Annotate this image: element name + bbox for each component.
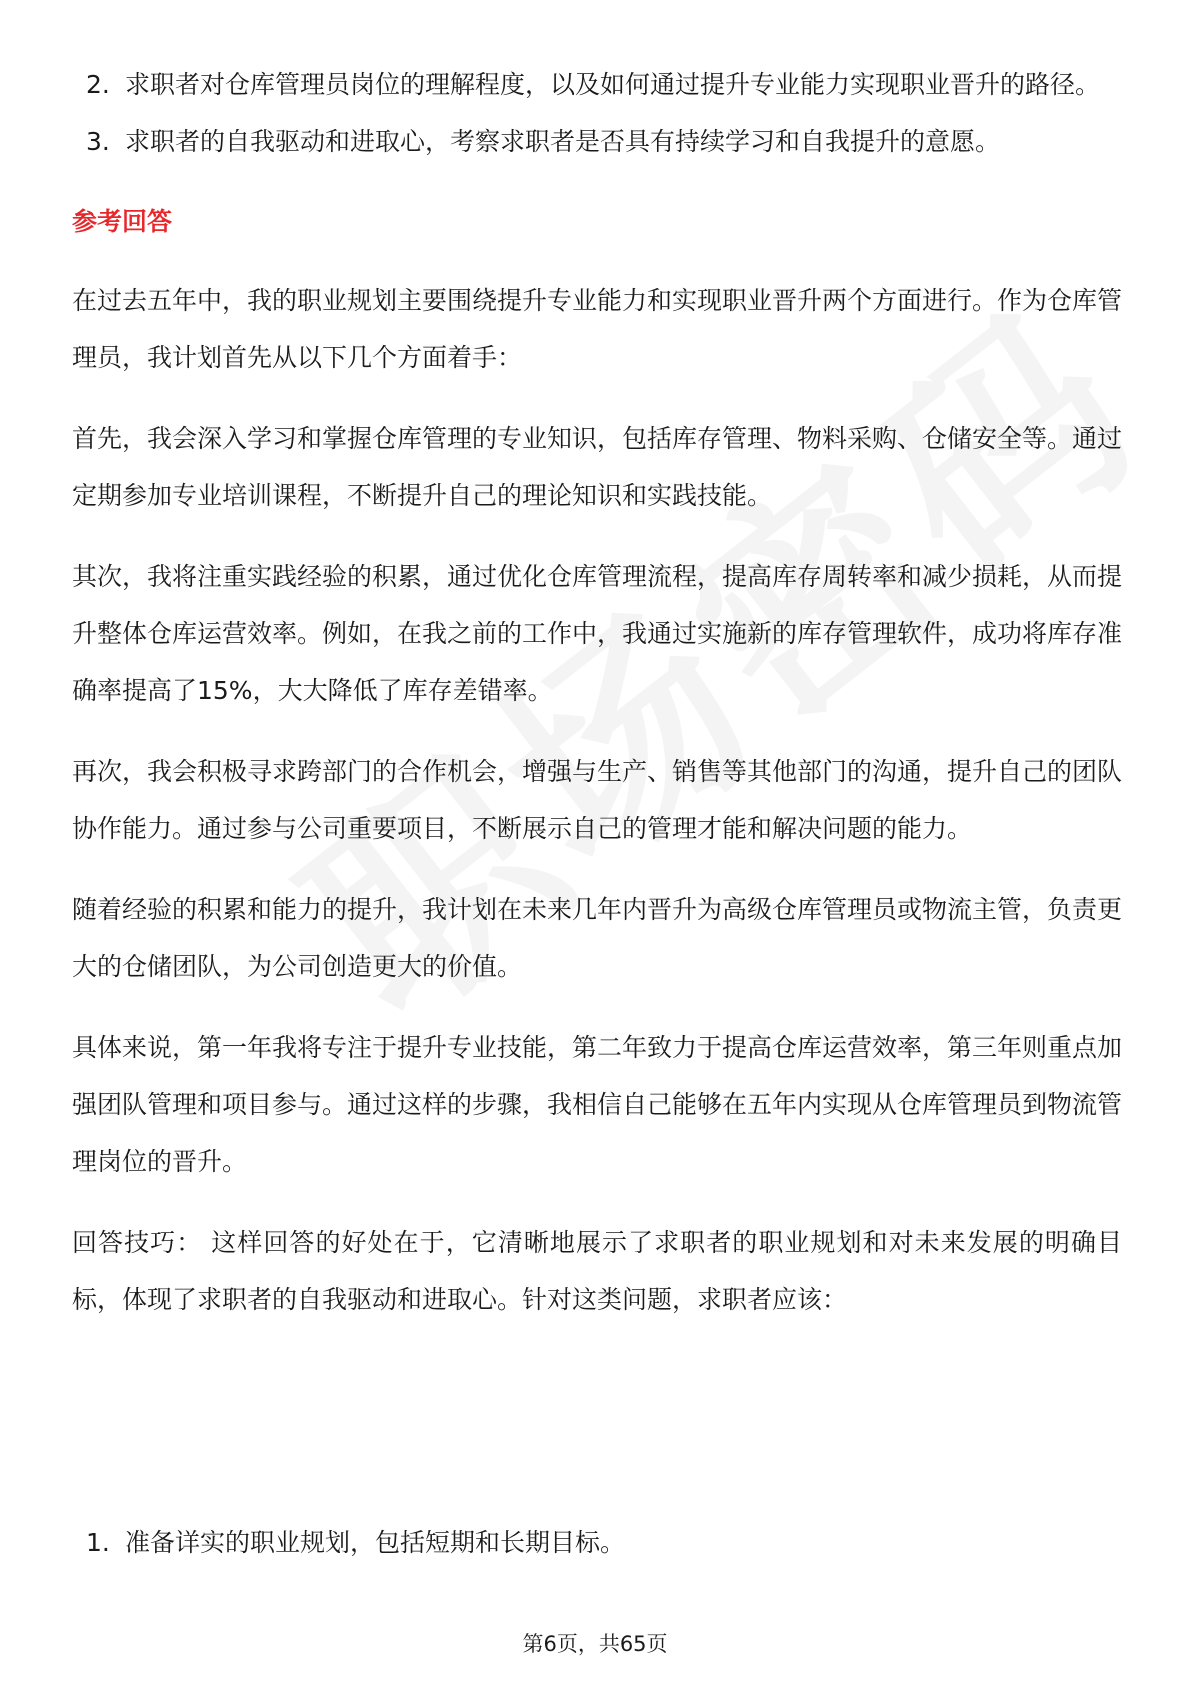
list-item <box>72 113 1122 170</box>
section-heading: 参考回答 <box>72 207 173 236</box>
bottom-numbered-list <box>72 1514 1122 1571</box>
paragraph: 具体来说，第一年我将专注于提升专业技能，第二年致力于提高仓库运营效率，第三年则重点加强团队管理和项目参与。通过这样的步骤，我相信自己能够在五年内实现从仓库管理员到物流管理岗位的晋升。 <box>72 1033 1123 1176</box>
main-content <box>72 56 1122 1352</box>
top-numbered-list <box>72 56 1122 170</box>
paragraph: 在过去五年中，我的职业规划主要围绕提升专业能力和实现职业晋升两个方面进行。作为仓库管理员，我计划首先从以下几个方面着手： <box>72 286 1123 372</box>
list-item-number: 1. <box>86 1528 110 1557</box>
list-item-text: 准备详实的职业规划，包括短期和长期目标。 <box>125 1528 626 1557</box>
paragraph: 其次，我将注重实践经验的积累，通过优化仓库管理流程，提高库存周转率和减少损耗，从而提升整体仓库运营效率。例如，在我之前的工作中，我通过实施新的库存管理软件，成功将库存准确率提高了15%，大大降低了库存差错率。 <box>72 562 1123 705</box>
list-item-text: 求职者的自我驱动和进取心，考察求职者是否具有持续学习和自我提升的意愿。 <box>125 127 1001 156</box>
list-item-number: 3. <box>86 127 110 156</box>
list-item-number: 2. <box>86 70 110 99</box>
paragraph: 首先，我会深入学习和掌握仓库管理的专业知识，包括库存管理、物料采购、仓储安全等。通过定期参加专业培训课程，不断提升自己的理论知识和实践技能。 <box>72 424 1123 510</box>
paragraph: 回答技巧： 这样回答的好处在于，它清晰地展示了求职者的职业规划和对未来发展的明确目标，体现了求职者的自我驱动和进取心。针对这类问题，求职者应该： <box>72 1228 1122 1314</box>
list-item <box>72 1514 1122 1571</box>
list-item-text: 求职者对仓库管理员岗位的理解程度，以及如何通过提升专业能力实现职业晋升的路径。 <box>125 70 1101 99</box>
paragraph: 随着经验的积累和能力的提升，我计划在未来几年内晋升为高级仓库管理员或物流主管，负责更大的仓储团队，为公司创造更大的价值。 <box>72 895 1123 981</box>
page-footer: 第6页，共65页 <box>522 1632 668 1656</box>
list-item <box>72 56 1122 113</box>
paragraph: 再次，我会积极寻求跨部门的合作机会，增强与生产、销售等其他部门的沟通，提升自己的团队协作能力。通过参与公司重要项目，不断展示自己的管理才能和解决问题的能力。 <box>72 757 1123 843</box>
